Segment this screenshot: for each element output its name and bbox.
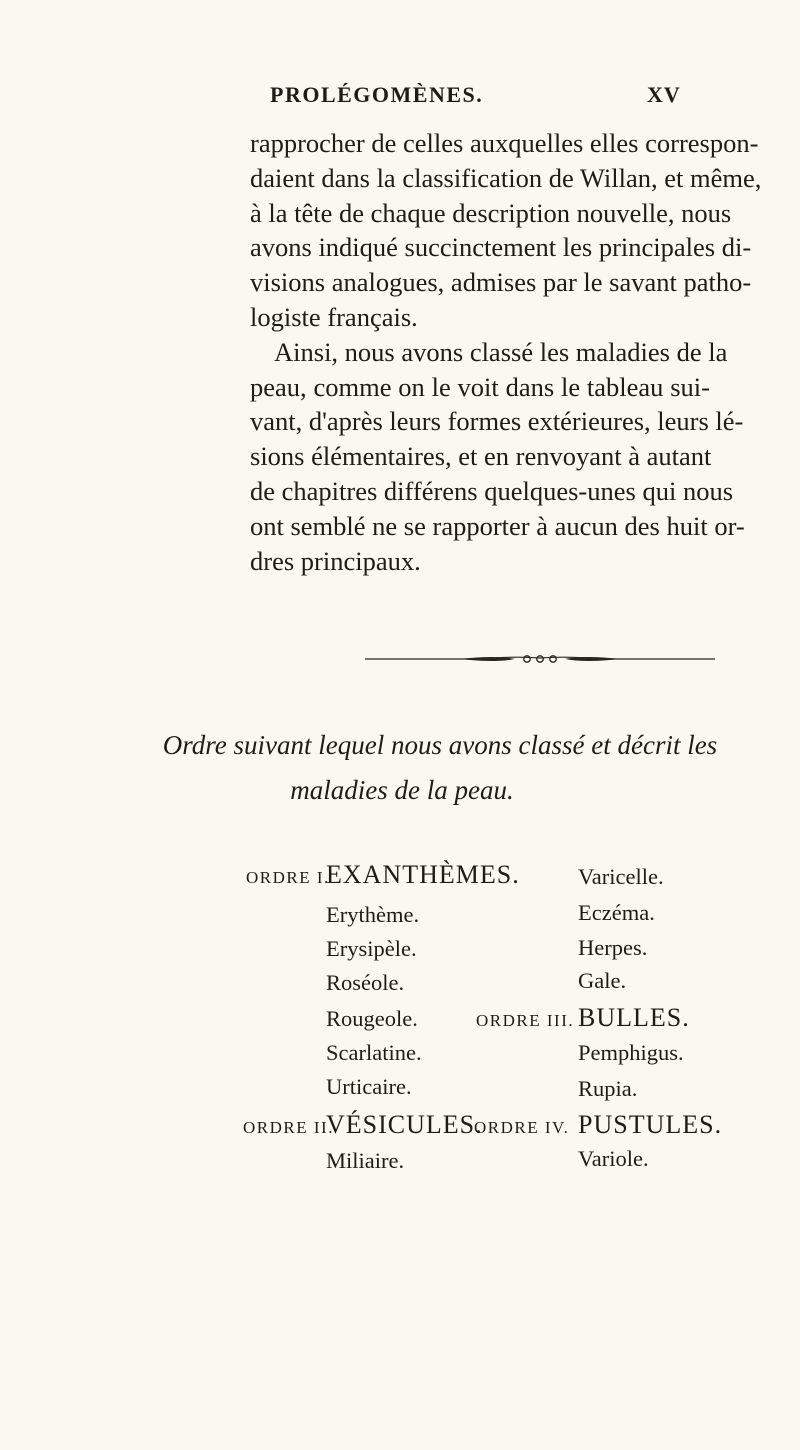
disease-name: Erysipèle.: [326, 936, 417, 961]
disease-name: Scarlatine.: [326, 1040, 422, 1065]
paragraph-line: visions analogues, admises par le savant patho-: [250, 267, 752, 298]
ornamental-rule: [365, 652, 715, 666]
disease-name: Miliaire.: [326, 1148, 405, 1173]
order-title: EXANTHÈMES.: [326, 860, 520, 889]
page-number: XV: [647, 82, 681, 107]
disease-name: Rupia.: [578, 1076, 638, 1101]
order-label: ORDRE IV.: [474, 1118, 570, 1137]
disease-name: Pemphigus.: [578, 1040, 684, 1065]
paragraph-line: avons indiqué succinctement les principales di-: [250, 232, 752, 263]
disease-name: Herpes.: [578, 935, 648, 960]
paragraph: [250, 126, 762, 578]
disease-name: Roséole.: [326, 970, 405, 995]
order-label: ORDRE I.: [246, 868, 330, 887]
paragraph-line: peau, comme on le voit dans le tableau sui-: [250, 371, 710, 402]
disease-name: Rougeole.: [326, 1006, 418, 1031]
disease-name: Eczéma.: [578, 900, 655, 925]
disease-name: Varicelle.: [578, 864, 664, 889]
disease-name: Urticaire.: [326, 1074, 412, 1099]
table-heading-line: maladies de la peau.: [290, 775, 514, 805]
order-label: ORDRE II.: [243, 1118, 334, 1137]
disease-name: Variole.: [578, 1146, 649, 1171]
order-title: PUSTULES.: [578, 1110, 723, 1139]
order-label: ORDRE III.: [476, 1011, 575, 1030]
order-title: BULLES.: [578, 1003, 690, 1032]
paragraph-line: à la tête de chaque description nouvelle, nous: [250, 197, 732, 228]
table-heading-line: Ordre suivant lequel nous avons classé et décrit les: [162, 730, 718, 760]
disease-name: Gale.: [578, 968, 627, 993]
paragraph-line: logiste français.: [250, 301, 418, 332]
paragraph-line: daient dans la classification de Willan, et même,: [250, 162, 762, 193]
paragraph-line: Ainsi, nous avons classé les maladies de la: [274, 336, 728, 367]
running-title: PROLÉGOMÈNES.: [270, 82, 484, 107]
paragraph-line: ont semblé ne se rapporter à aucun des huit or-: [250, 510, 745, 541]
paragraph-line: dres principaux.: [250, 545, 421, 576]
disease-name: Erythème.: [326, 902, 420, 927]
paragraph-line: vant, d'après leurs formes extérieures, leurs lé-: [250, 406, 744, 437]
page-header: [0, 82, 800, 112]
paragraph-line: de chapitres différens quelques-unes qui nous: [250, 475, 734, 506]
paragraph-line: sions élémentaires, et en renvoyant à autant: [250, 441, 712, 472]
order-title: VÉSICULES.: [326, 1110, 483, 1139]
paragraph-line: rapprocher de celles auxquelles elles correspon-: [250, 128, 759, 158]
